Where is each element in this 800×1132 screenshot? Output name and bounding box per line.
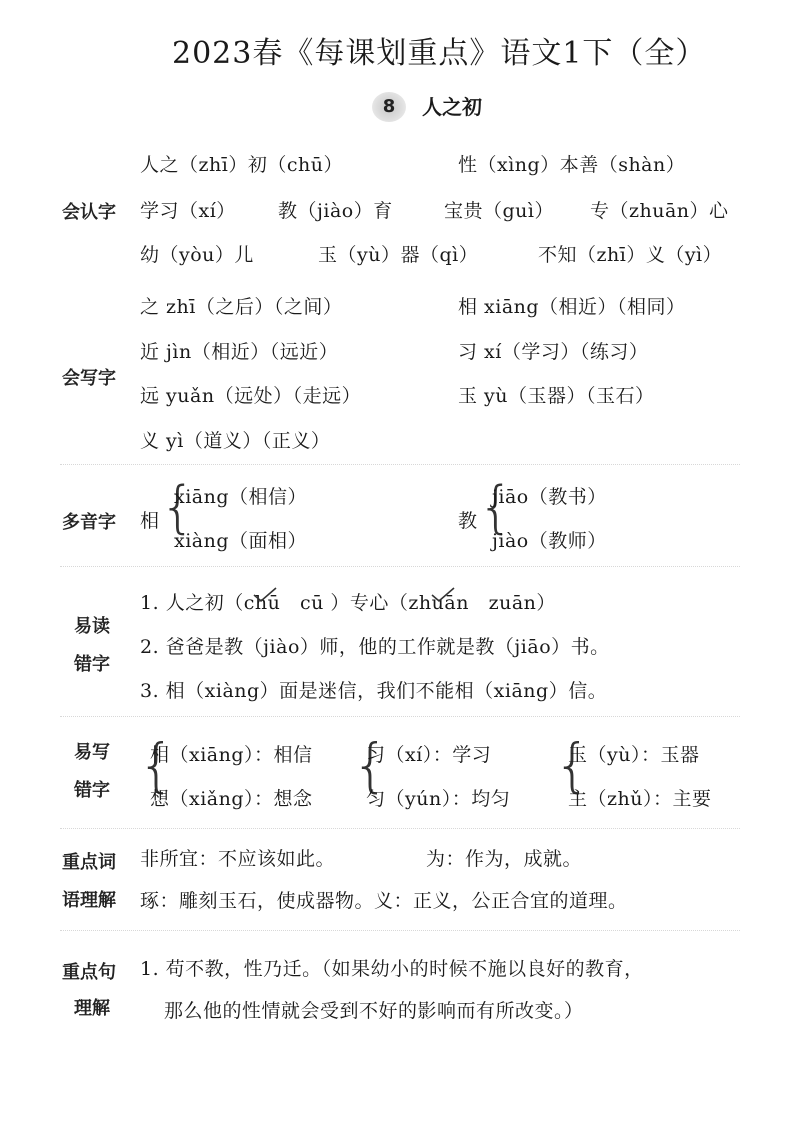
document-title: 2023春《每课划重点》语文1下（全） xyxy=(172,36,707,71)
misread-line: 2. 爸爸是教（jiào）师，他的工作就是教（jiāo）书。 xyxy=(140,636,610,658)
misread-option: zuān xyxy=(488,592,537,614)
sentences-section-label: 重点句 xyxy=(62,962,116,983)
misread-text: ） xyxy=(536,592,556,614)
write-item: 近 jìn（相近）（远近） xyxy=(140,341,339,363)
misread-text: 人之初（ xyxy=(165,592,244,614)
misread-line xyxy=(140,588,556,615)
lesson-number-badge: 8 xyxy=(372,92,406,122)
polyphone-reading: xiàng（面相） xyxy=(174,530,308,552)
word-explanation: 琢：雕刻玉石，使成器物。义：正义，公正合宜的道理。 xyxy=(140,890,628,912)
section-divider xyxy=(60,716,740,717)
polyphone-reading: jiāo（教书） xyxy=(492,486,607,508)
misread-section-label: 错字 xyxy=(74,654,110,675)
left-brace-icon: { xyxy=(160,475,196,540)
recognize-item: 人之（zhī）初（chū） xyxy=(140,154,343,176)
sentence-explanation: 那么他的性情就会受到不好的影响而有所改变。） xyxy=(164,1000,584,1022)
write-item: 习 xí（学习）（练习） xyxy=(458,341,649,363)
misread-option: cū xyxy=(299,592,324,614)
section-divider xyxy=(60,566,740,567)
misread-line: 3. 相（xiàng）面是迷信，我们不能相（xiāng）信。 xyxy=(140,680,608,702)
check-mark-icon xyxy=(430,586,456,604)
write-item: 远 yuǎn（远处）（走远） xyxy=(140,385,362,407)
words-section-label: 语理解 xyxy=(62,890,116,911)
write-item: 之 zhī（之后）（之间） xyxy=(140,296,343,318)
section-divider xyxy=(60,930,740,931)
polyphone-reading: jiào（教师） xyxy=(492,530,607,552)
recognize-item: 宝贵（guì） xyxy=(444,200,554,222)
polyphone-char: 相 xyxy=(140,510,160,532)
left-brace-icon: { xyxy=(478,475,514,540)
polyphone-section-label: 多音字 xyxy=(62,512,116,533)
polyphone-char: 教 xyxy=(458,510,478,532)
section-divider xyxy=(60,464,740,465)
recognize-section-label: 会认字 xyxy=(62,202,116,223)
section-divider xyxy=(60,828,740,829)
miswrite-item: 主（zhǔ）：主要 xyxy=(568,788,712,810)
miswrite-section-label: 易写 xyxy=(74,742,110,763)
miswrite-item: 想（xiǎng）：想念 xyxy=(150,788,313,810)
misread-text: ）专心（ xyxy=(330,592,409,614)
write-item: 玉 yù（玉器）（玉石） xyxy=(458,385,655,407)
word-explanation: 非所宜：不应该如此。 xyxy=(140,848,336,870)
misread-section-label: 易读 xyxy=(74,616,110,637)
sentence-explanation: 1. 苟不教，性乃迁。（如果幼小的时候不施以良好的教育， xyxy=(140,958,644,980)
write-item: 义 yì（道义）（正义） xyxy=(140,430,331,452)
left-brace-icon: { xyxy=(554,731,591,799)
misread-number: 1. xyxy=(140,592,160,614)
recognize-item: 教（jiào）育 xyxy=(278,200,393,222)
write-section-label: 会写字 xyxy=(62,368,116,389)
word-explanation: 为：作为，成就。 xyxy=(426,848,583,870)
misread-option-correct: chū xyxy=(244,592,281,614)
sentences-section-label: 理解 xyxy=(74,998,110,1019)
recognize-item: 性（xìng）本善（shàn） xyxy=(458,154,686,176)
write-item: 相 xiāng（相近）（相同） xyxy=(458,296,686,318)
polyphone-reading: xiāng（相信） xyxy=(174,486,308,508)
recognize-item: 学习（xí） xyxy=(140,200,236,222)
recognize-item: 不知（zhī）义（yì） xyxy=(538,244,723,266)
recognize-item: 专（zhuān）心 xyxy=(590,200,729,222)
misread-option-correct: zhuān xyxy=(408,592,469,614)
lesson-title: 人之初 xyxy=(422,95,482,119)
miswrite-item: 相（xiāng）：相信 xyxy=(150,744,313,766)
miswrite-item: 玉（yù）：玉器 xyxy=(568,744,700,766)
left-brace-icon: { xyxy=(352,731,389,799)
recognize-item: 玉（yù）器（qì） xyxy=(318,244,479,266)
miswrite-section-label: 错字 xyxy=(74,780,110,801)
check-mark-icon xyxy=(252,586,278,604)
miswrite-item: 匀（yún）：均匀 xyxy=(366,788,511,810)
miswrite-item: 习（xí）：学习 xyxy=(366,744,492,766)
words-section-label: 重点词 xyxy=(62,852,116,873)
left-brace-icon: { xyxy=(138,731,175,799)
recognize-item: 幼（yòu）儿 xyxy=(140,244,254,266)
